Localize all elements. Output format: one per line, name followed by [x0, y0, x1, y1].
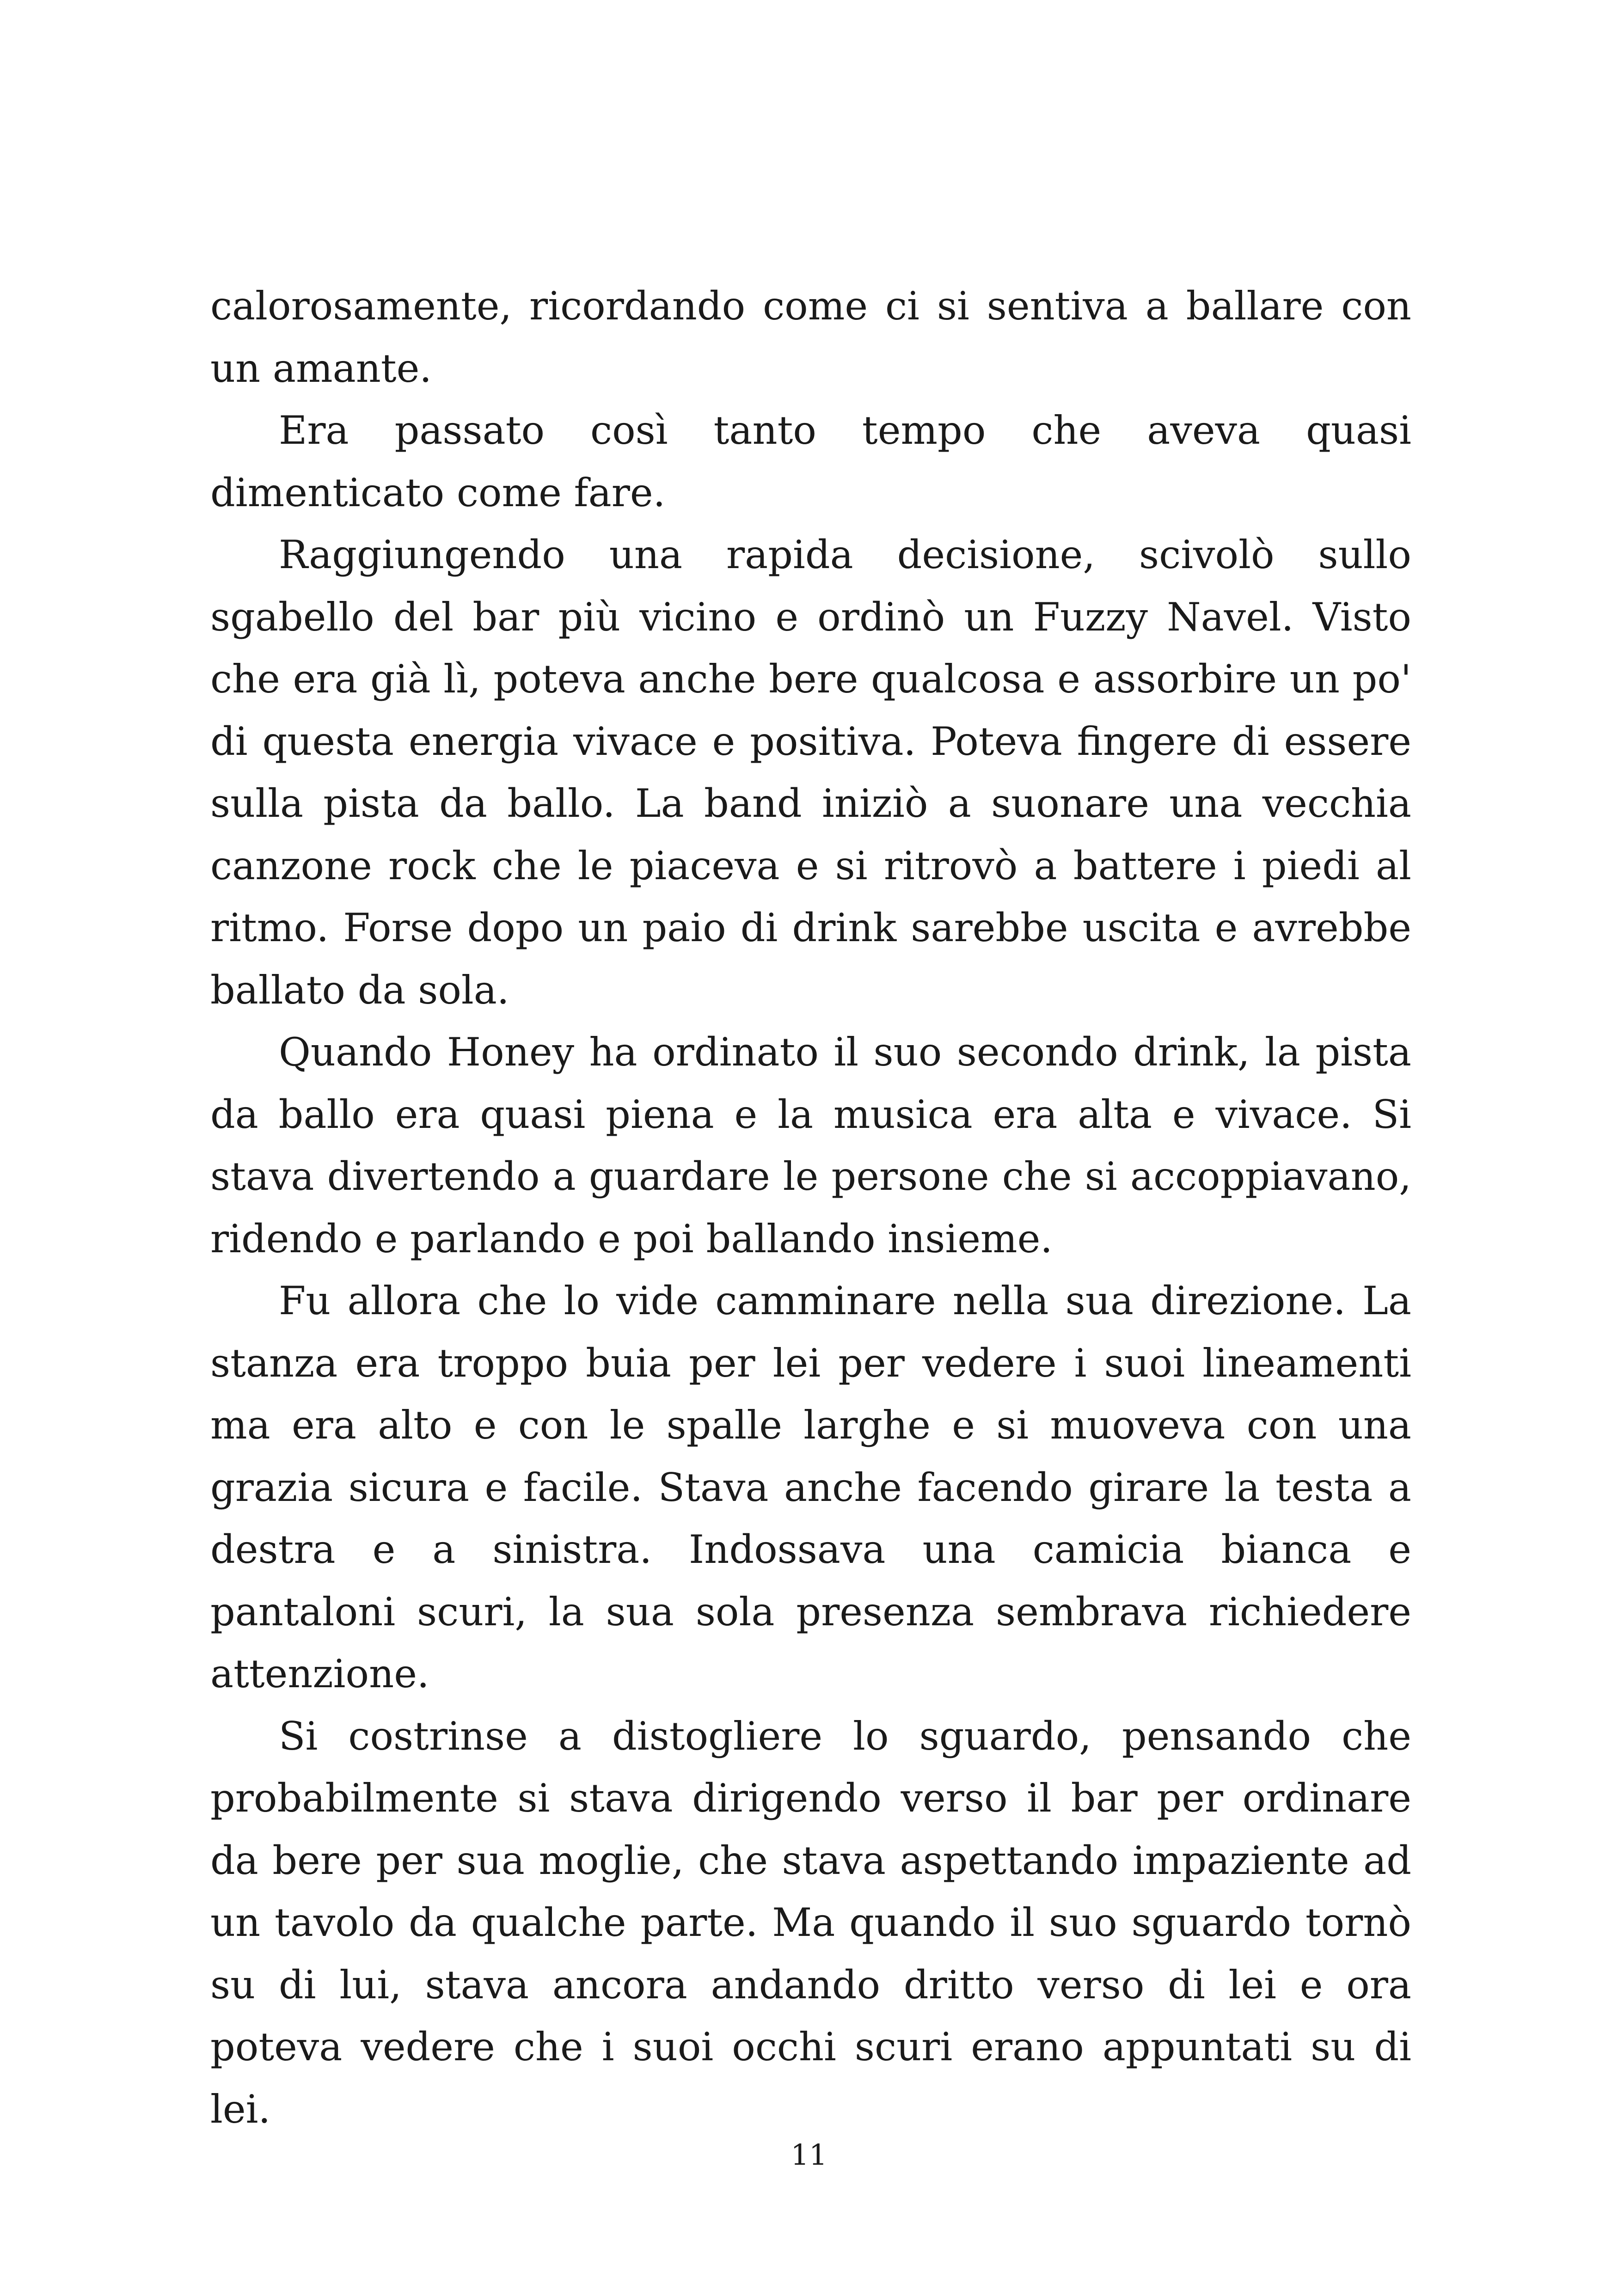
paragraph-continued: calorosamente, ricordando come ci si sentiva a ballare con un amante. — [210, 283, 1411, 391]
paragraph: Quando Honey ha ordinato il suo secondo drink, la pista da ballo era quasi piena e la musica era alta e vivace. Si stava divertendo a guardare le persone che si accoppiavano, ridendo e parlando e poi ballando insieme. — [210, 1029, 1411, 1261]
paragraph: Raggiungendo una rapida decisione, scivolò sullo sgabello del bar più vicino e ordinò un Fuzzy Navel. Visto che era già lì, poteva anche bere qualcosa e assorbire un po' di questa energia vivace e positiva. Poteva fingere di essere sulla pista da ballo. La band iniziò a suonare una vecchia canzone rock che le piaceva e si ritrovò a battere i piedi al ritmo. Forse dopo un paio di drink sarebbe uscita e avrebbe ballato da sola. — [210, 532, 1411, 1013]
paragraph: Fu allora che lo vide camminare nella sua direzione. La stanza era troppo buia per lei per vedere i suoi lineamenti ma era alto e con le spalle larghe e si muoveva con una grazia sicura e facile. Stava anche facendo girare la testa a destra e a sinistra. Indossava una camicia bianca e pantaloni scuri, la sua sola presenza sembrava richiedere attenzione. — [210, 1278, 1411, 1696]
paragraph: Si costrinse a distogliere lo sguardo, pensando che probabilmente si stava dirigendo verso il bar per ordinare da bere per sua moglie, che stava aspettando impaziente ad un tavolo da qualche parte. Ma quando il suo sguardo tornò su di lui, stava ancora andando dritto verso di lei e ora poteva vedere che i suoi occhi scuri erano appuntati su di lei. — [210, 1713, 1411, 2132]
paragraph: Era passato così tanto tempo che aveva quasi dimenticato come fare. — [210, 408, 1411, 515]
body-text — [210, 275, 1411, 2140]
page-number: 11 — [791, 2138, 827, 2172]
